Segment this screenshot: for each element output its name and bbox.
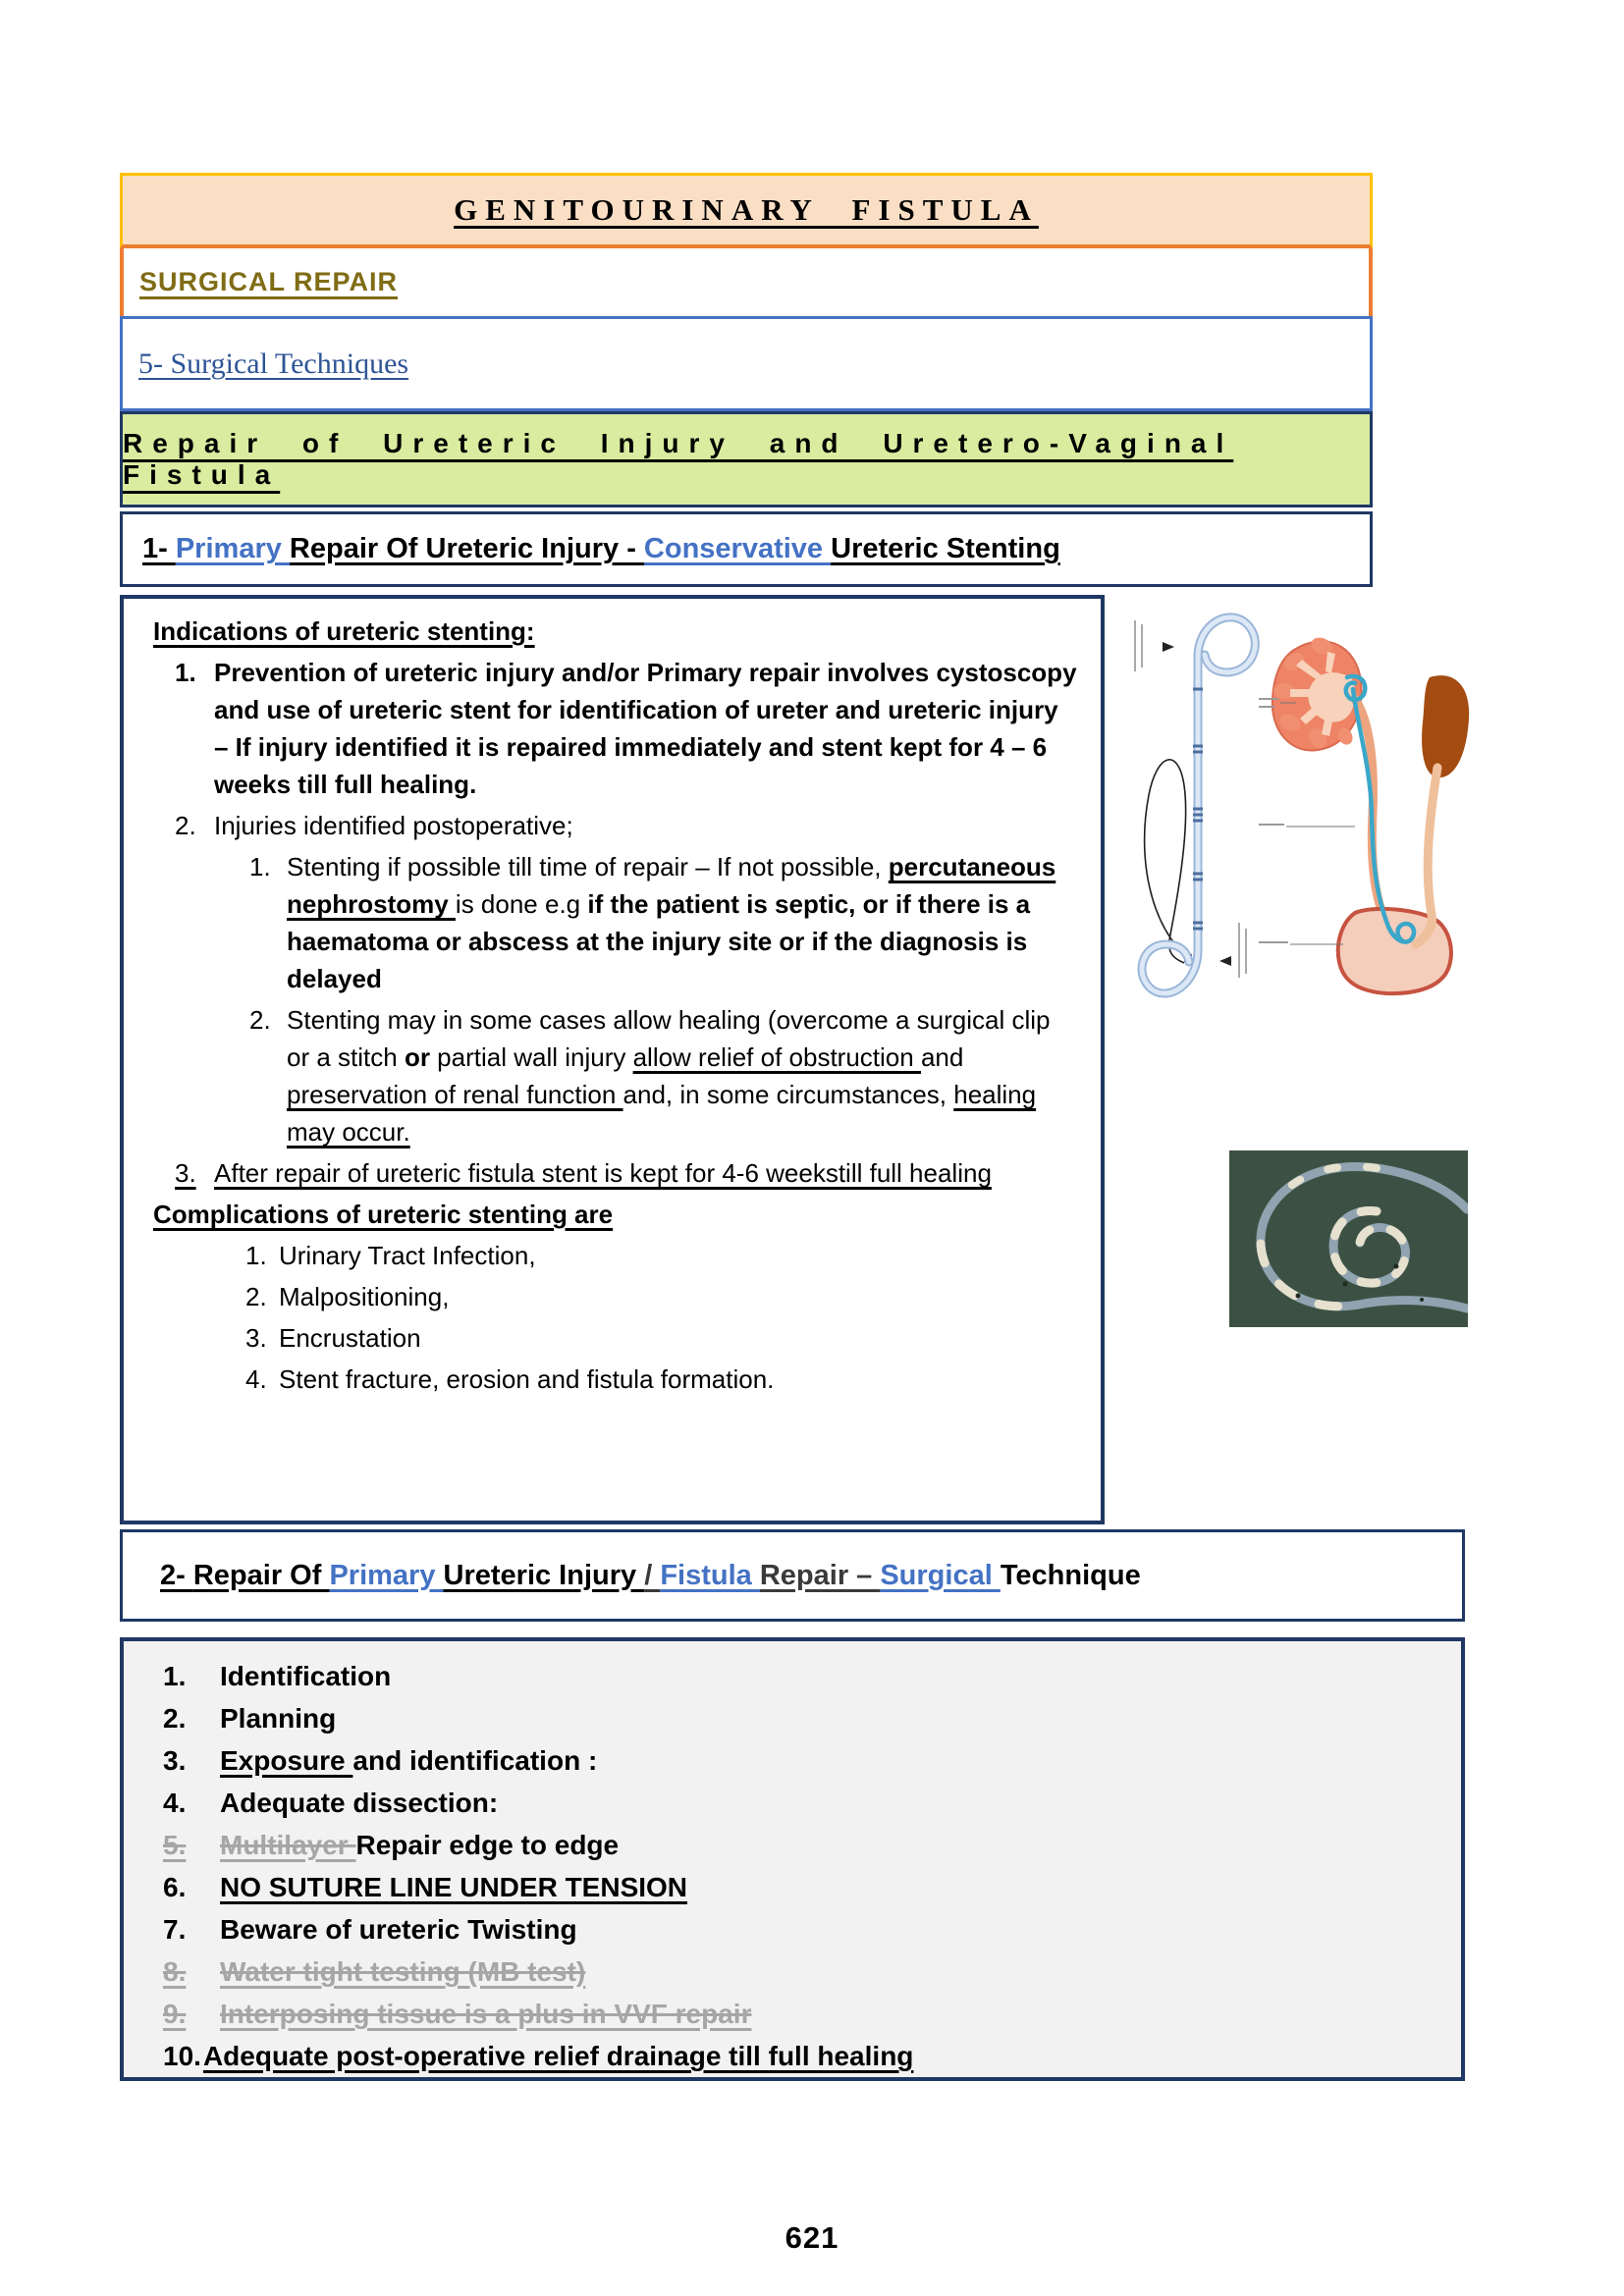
text-segment: Indications of ureteric stenting: [153, 616, 535, 646]
list-marker: 3. [163, 1745, 187, 1776]
list-text: Urinary Tract Infection, [279, 1241, 536, 1270]
list-item [163, 1745, 1441, 1776]
section-box [120, 248, 1373, 316]
technique-steps-box [120, 1637, 1465, 2081]
list-item [245, 1237, 1079, 1274]
text-segment: Beware of ureteric Twisting [220, 1914, 577, 1945]
list-text [214, 1154, 1079, 1192]
list-marker: 7. [163, 1914, 187, 1945]
list-marker: 9. [163, 1999, 187, 2029]
list-marker: 1. [163, 1661, 187, 1691]
section1-heading-box [120, 511, 1373, 587]
list-item [245, 1361, 1079, 1398]
subsection-label: 5- Surgical Techniques [138, 347, 409, 380]
list-text [220, 1745, 597, 1776]
text-segment: allow relief of obstruction [632, 1042, 921, 1072]
list-item [163, 1872, 1441, 1902]
text-segment: Conservative [643, 533, 832, 564]
text-segment: After repair of ureteric fistula stent is kept for 4-6 weekstill full healing [214, 1158, 992, 1188]
text-segment: and identification : [352, 1745, 598, 1776]
list-item [249, 1001, 1079, 1150]
list-item [163, 1830, 1441, 1860]
anatomy-illustration [1257, 620, 1478, 1005]
text-segment: if the patient is septic, or if there is a haematoma or abscess at the injury site or if the diagnosis is delayed [287, 889, 1031, 993]
list-text [220, 1703, 336, 1734]
list-text: Malpositioning, [279, 1282, 450, 1311]
text-segment: Repair Of Ureteric Injury - [289, 533, 644, 564]
text-segment: Repair Of [192, 1559, 330, 1591]
list-marker: 2. [245, 1282, 267, 1311]
kidney-lateral [1422, 675, 1469, 777]
list-marker: 1. [249, 852, 271, 881]
text-segment: Technique [1000, 1559, 1141, 1591]
text-segment: Exposure [220, 1745, 353, 1776]
page-number: 621 [785, 2220, 839, 2255]
list-text [287, 848, 1079, 997]
list-item [163, 1999, 1441, 2029]
list-marker: 5. [163, 1830, 187, 1860]
list-text [220, 1956, 585, 1987]
list-text: Encrustation [279, 1323, 421, 1353]
list-marker: 4. [245, 1364, 267, 1394]
list-item [245, 1278, 1079, 1315]
text-segment: or [404, 1042, 438, 1072]
list-marker: 6. [163, 1872, 187, 1902]
text-segment: Repair edge to edge [355, 1830, 620, 1860]
list-text [220, 1830, 619, 1860]
text-segment: preservation of renal function [287, 1080, 623, 1109]
list-item [153, 807, 1079, 844]
text-segment: is done e.g [455, 889, 588, 919]
list-text [220, 1999, 751, 2029]
text-segment: Primary [175, 533, 290, 564]
text-segment: Stenting if possible till time of repair – If not possible, [287, 852, 889, 881]
list-marker: 3. [245, 1323, 267, 1353]
page-title: GENITOURINARY FISTULA [454, 192, 1039, 227]
list-text [214, 807, 1079, 844]
title-box [120, 173, 1373, 248]
stent-photo-tubes [1261, 1166, 1467, 1308]
list-text [220, 1661, 391, 1691]
list-text: Stent fracture, erosion and fistula formation. [279, 1364, 775, 1394]
subsection-box [120, 316, 1373, 411]
topic-banner [120, 411, 1373, 507]
double-j-stent [1346, 676, 1414, 942]
list-item [163, 1703, 1441, 1734]
section2-heading [160, 1560, 1141, 1592]
text-segment: Fistula [660, 1559, 760, 1591]
list-text [203, 2041, 913, 2071]
stent-diagram-illustration [1121, 599, 1269, 1023]
list-item [163, 1788, 1441, 1818]
list-item [163, 1956, 1441, 1987]
text-segment: Primary [329, 1559, 444, 1591]
list-text [287, 1001, 1079, 1150]
section1-heading [142, 533, 1060, 565]
text-segment: 1- [142, 533, 176, 564]
stent-label-arrow-bottom [1219, 956, 1231, 966]
list-text [220, 1872, 687, 1902]
list-marker: 10. [163, 2041, 201, 2071]
text-segment: Identification [220, 1661, 392, 1691]
text-segment: Complications of ureteric stenting are [153, 1200, 614, 1229]
text-segment: Adequate post-operative relief drainage till full healing [202, 2041, 914, 2071]
list-item [245, 1319, 1079, 1357]
text-segment: Surgical [880, 1559, 1001, 1591]
text-segment: Prevention of ureteric injury and/or Primary repair involves cystoscopy and use of ureteric stent for identification of ureter and ureteric injury – If injury identified it is repaired immediately and stent kept for 4 – 6 weeks till full healing. [214, 658, 1077, 799]
list-marker: 8. [163, 1956, 187, 1987]
text-segment: Ureteric Stenting [831, 533, 1060, 564]
indications-box [120, 595, 1105, 1524]
list-item [153, 654, 1079, 803]
text-segment: Injuries identified postoperative; [214, 811, 573, 840]
list-item [163, 1914, 1441, 1945]
list-marker: 3. [175, 1158, 196, 1188]
list-text [214, 654, 1079, 803]
section-label: SURGICAL REPAIR [139, 267, 399, 296]
list-item [153, 1154, 1079, 1192]
list-item [249, 848, 1079, 997]
text-segment: partial wall injury [437, 1042, 633, 1072]
text-segment: and, in some circumstances, [623, 1080, 954, 1109]
list-marker: 2. [249, 1005, 271, 1035]
encrusted-stent-drawing [1229, 1150, 1468, 1327]
text-segment: and [920, 1042, 964, 1072]
list-text [220, 1788, 498, 1818]
section2-heading-box [120, 1529, 1465, 1622]
list-item [163, 2041, 1441, 2071]
guidewire-line [1145, 760, 1190, 963]
text-segment: 2- [160, 1559, 193, 1591]
text-segment: Multilayer [220, 1830, 356, 1860]
indications-heading [153, 613, 1079, 650]
text-segment: Repair – [759, 1559, 881, 1591]
list-item [163, 1661, 1441, 1691]
list-marker: 4. [163, 1788, 187, 1818]
stent-label-arrow-top [1163, 642, 1174, 652]
text-segment: Water tight testing (MB test) [220, 1956, 586, 1987]
list-marker: 1. [245, 1241, 267, 1270]
text-segment: Ureteric Injury [443, 1559, 645, 1591]
list-marker: 1. [175, 658, 196, 687]
topic-title: Repair of Ureteric Injury and Uretero-Vaginal Fistula [123, 428, 1234, 490]
text-segment: / [644, 1559, 661, 1591]
text-segment: percutaneous nephrostomy [287, 852, 1056, 919]
list-text [220, 1914, 577, 1945]
text-segment: Planning [220, 1703, 337, 1734]
list-marker: 2. [163, 1703, 187, 1734]
text-segment: NO SUTURE LINE UNDER TENSION [220, 1872, 688, 1902]
text-segment: Stenting may in some cases allow healing (overcome a surgical clip or a stitch [287, 1005, 1051, 1072]
text-segment: Adequate dissection: [220, 1788, 499, 1818]
list-marker: 2. [175, 811, 196, 840]
encrusted-stent-photo [1229, 1150, 1468, 1327]
text-segment: Interposing tissue is a plus in VVF repair [220, 1999, 752, 2029]
text-segment: healing may occur. [287, 1080, 1037, 1147]
complications-heading [153, 1196, 1079, 1233]
